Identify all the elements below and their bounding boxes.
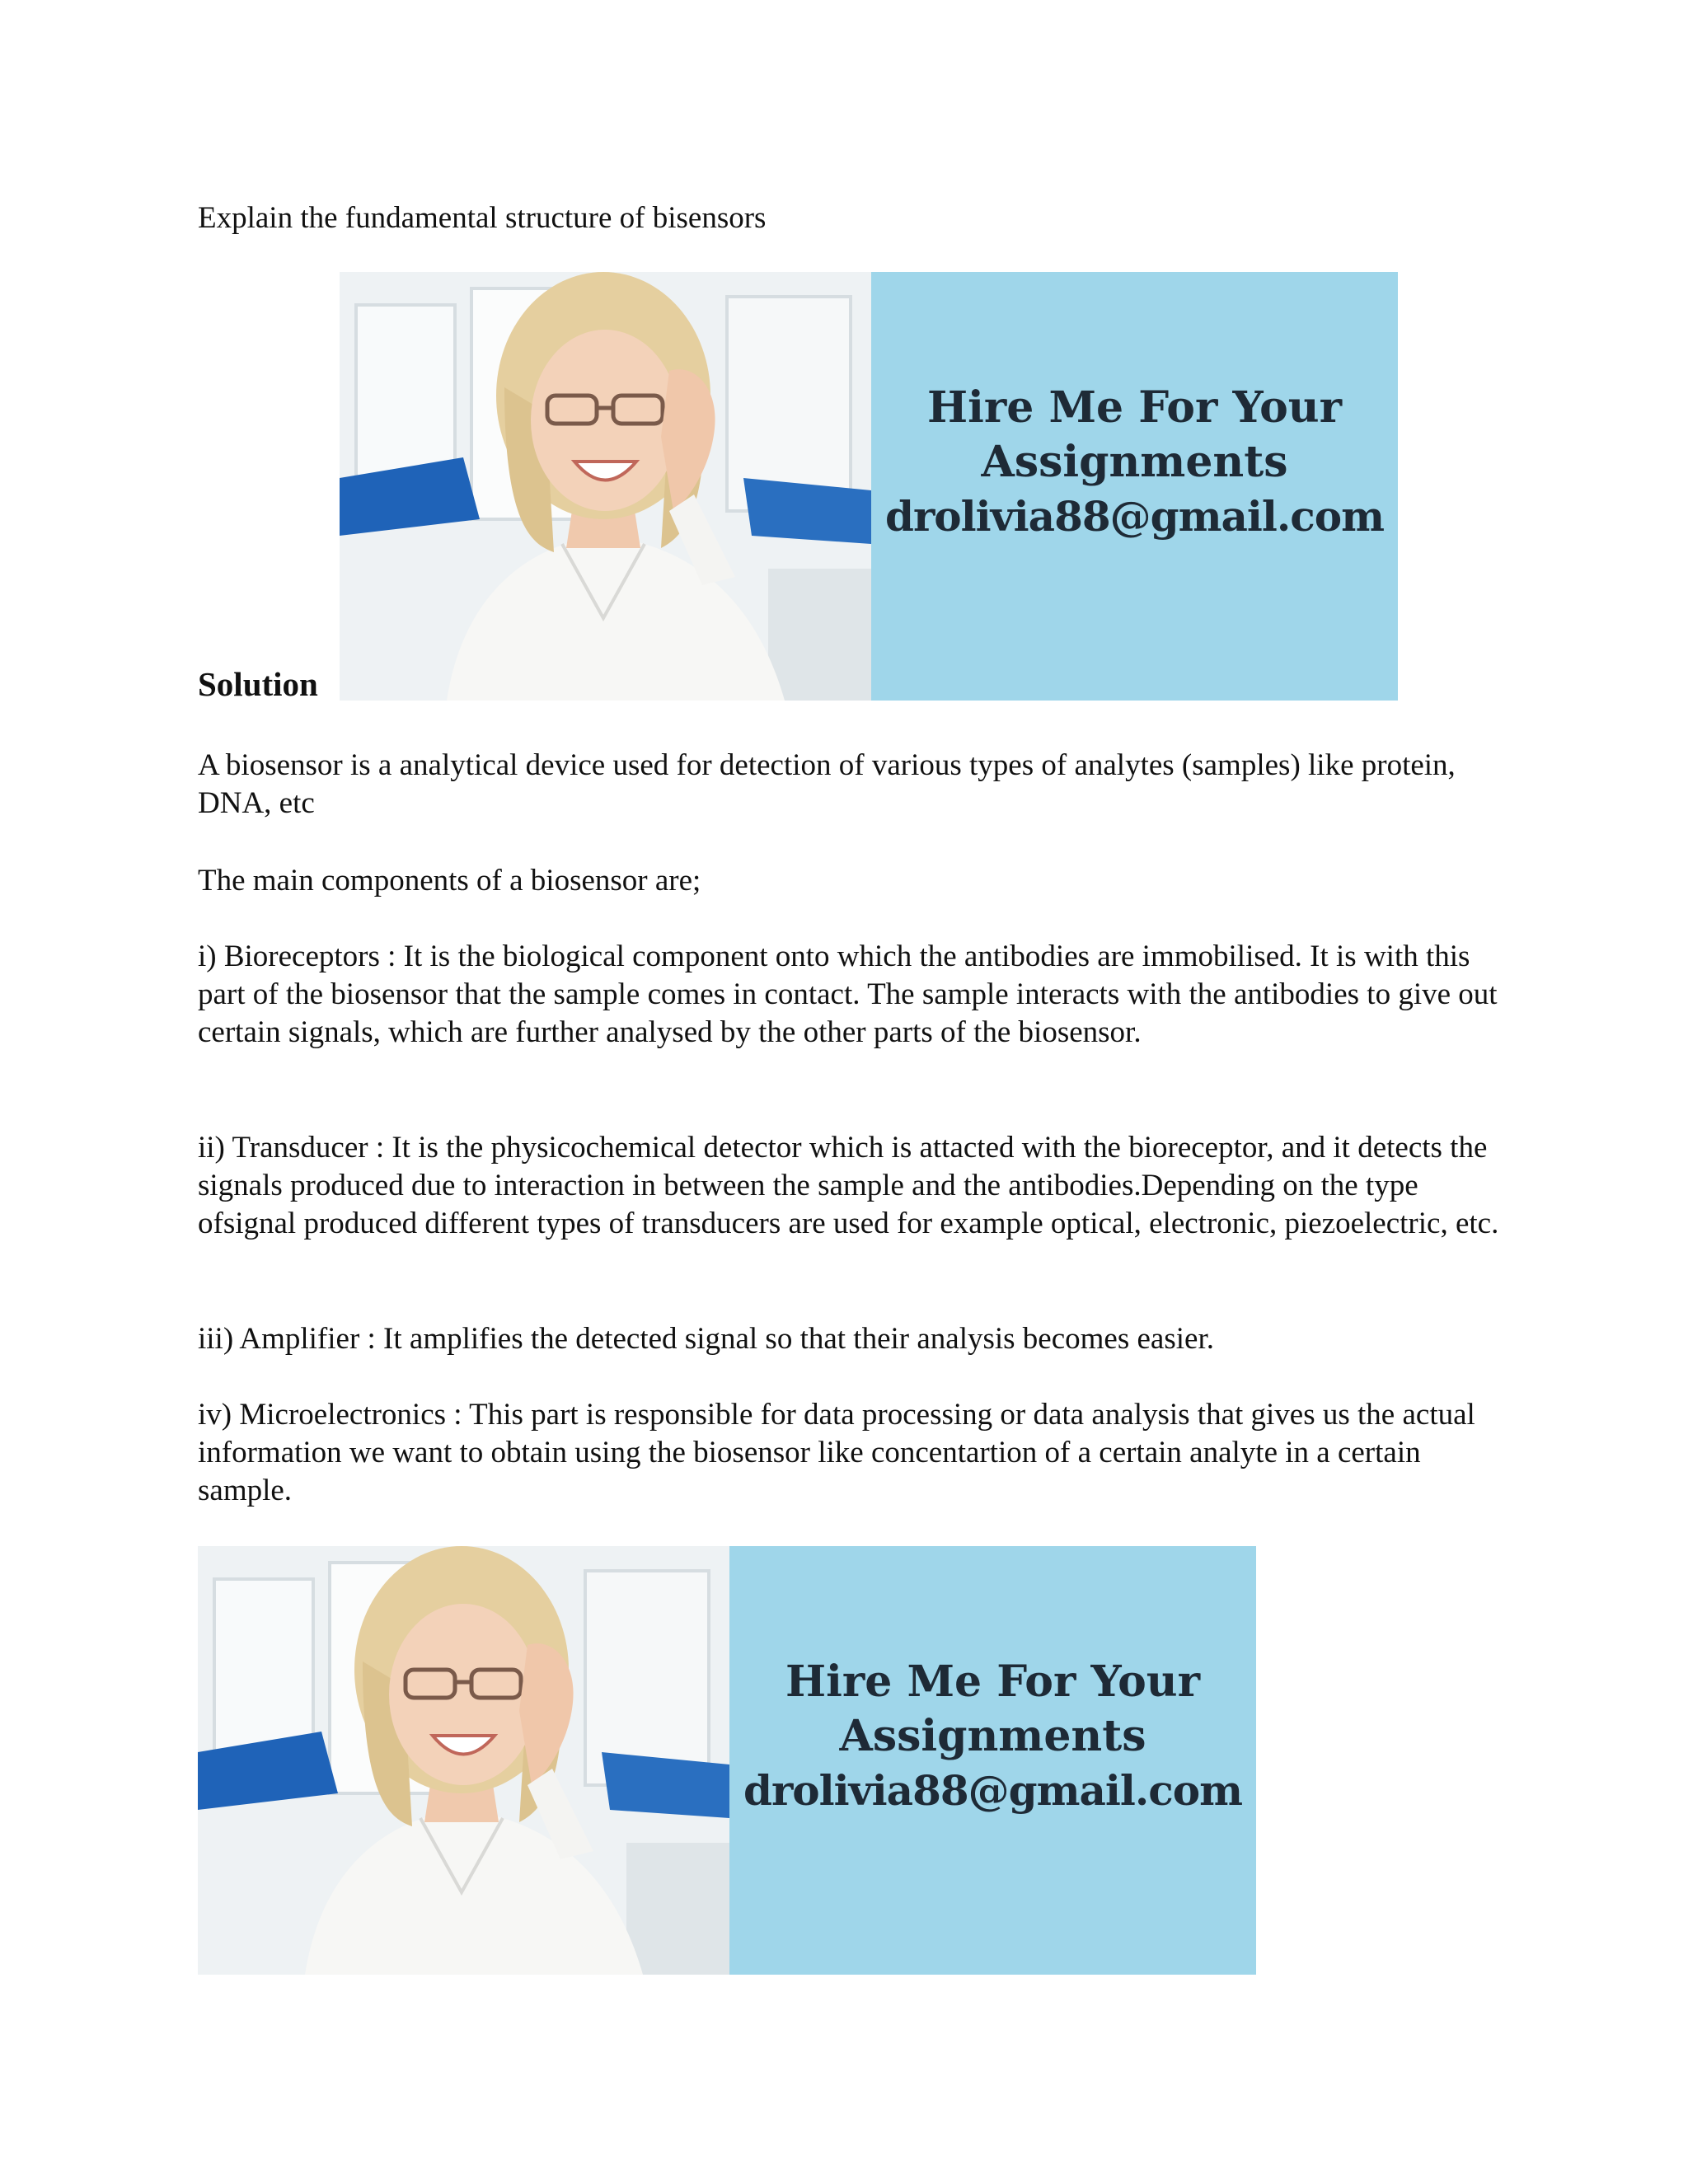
solution-heading: Solution — [198, 665, 318, 703]
banner-email: drolivia88@gmail.com — [743, 1766, 1243, 1815]
banner-headline-line-2: Assignments — [839, 1711, 1146, 1761]
banner-email: drolivia88@gmail.com — [884, 492, 1385, 541]
woman-photo — [198, 1546, 729, 1975]
hire-me-banner — [198, 1546, 1256, 1975]
paragraph-bioreceptors: i) Bioreceptors : It is the biological component onto which the antibodies are immobilised. It is with this part of the biosensor that the sample comes in contact. The sample interacts with the antibodies to give out certain signals, which are further analysed by the other parts of the biosensor. — [198, 940, 1498, 1049]
paragraph-components: The main components of a biosensor are; — [198, 864, 701, 898]
paragraph-transducer: ii) Transducer : It is the physicochemical detector which is attacted with the bioreceptor, and it detects the signals produced due to interaction in between the sample and the antibodies.Depending on the type ofsignal produced different types of transducers are used for example optical, electronic, piezoelectric, etc. — [198, 1131, 1499, 1240]
banner-headline-line-1: Hire Me For Your — [927, 382, 1342, 433]
paragraph-amplifier: iii) Amplifier : It amplifies the detected signal so that their analysis becomes easier. — [198, 1322, 1214, 1356]
paragraph-intro: A biosensor is a analytical device used for detection of various types of analytes (samples) like protein, DNA, etc — [198, 748, 1456, 820]
banner-text-block — [871, 272, 1398, 701]
banner-headline-line-1: Hire Me For Your — [785, 1657, 1200, 1707]
hire-me-banner — [340, 272, 1398, 701]
question-text: Explain the fundamental structure of bisensors — [198, 201, 767, 235]
banner-headline-line-2: Assignments — [981, 437, 1288, 487]
woman-photo — [340, 272, 871, 701]
banner-text-block — [729, 1546, 1256, 1975]
paragraph-microelectronics: iv) Microelectronics : This part is responsible for data processing or data analysis that gives us the actual information we want to obtain using the biosensor like concentartion of a certain analyte in a certain sample. — [198, 1398, 1475, 1507]
